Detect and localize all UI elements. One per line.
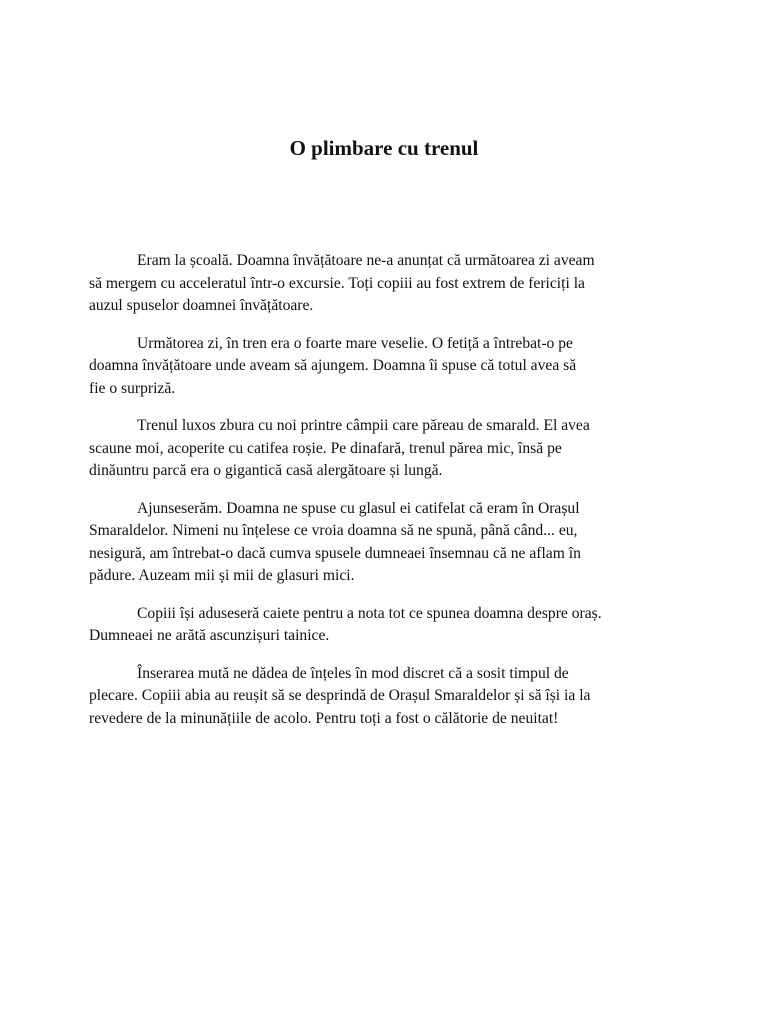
document-body [89,250,689,745]
paragraph-3 [89,415,689,483]
paragraph-line: Ajunseserăm. Doamna ne spuse cu glasul ei catifelat că eram în Orașul [137,499,580,517]
paragraph-1 [89,250,689,318]
paragraph-line: Eram la școală. Doamna învățătoare ne-a anunțat că următoarea zi aveam [137,252,595,269]
paragraph-line: să mergem cu acceleratul într-o excursie. Toți copiii au fost extrem de fericiți la [89,274,585,292]
paragraph-line: dinăuntru parcă era o gigantică casă alergătoare și lungă. [89,462,443,479]
paragraph-6 [89,663,689,731]
paragraph-2 [89,333,689,401]
paragraph-line: Dumneaei ne arătă ascunzișuri tainice. [89,627,330,644]
paragraph-line: Înserarea mută ne dădea de înțeles în mod discret că a sosit timpul de [137,664,569,682]
paragraph-4 [89,498,689,588]
paragraph-line: scaune moi, acoperite cu catifea roșie. Pe dinafară, trenul părea mic, însă pe [89,439,562,457]
paragraph-line: Următorea zi, în tren era o foarte mare veselie. O fetiță a întrebat-o pe [137,334,573,352]
paragraph-line: nesigură, am întrebat-o dacă cumva spusele dumneaei însemnau că ne aflam în [89,544,581,562]
paragraph-line: auzul spuselor doamnei învățătoare. [89,297,314,314]
paragraph-line: pădure. Auzeam mii și mii de glasuri mici. [89,567,355,584]
paragraph-line: Smaraldelor. Nimeni nu înțelese ce vroia doamna să ne spună, până când... eu, [89,522,578,539]
document-title: O plimbare cu trenul [289,136,479,160]
paragraph-5 [89,603,689,648]
paragraph-line: doamna învățătoare unde aveam să ajungem. Doamna îi spuse că totul avea să [89,357,577,374]
paragraph-line: Copiii își aduseseră caiete pentru a nota tot ce spunea doamna despre oraș. [137,604,602,622]
paragraph-line: fie o surpriză. [89,379,176,397]
paragraph-line: Trenul luxos zbura cu noi printre câmpii care păreau de smarald. El avea [137,417,590,434]
paragraph-line: plecare. Copiii abia au reușit să se desprindă de Orașul Smaraldelor și să își ia la [89,687,591,704]
paragraph-line: revedere de la minunățiile de acolo. Pentru toți a fost o călătorie de neuitat! [89,709,559,727]
